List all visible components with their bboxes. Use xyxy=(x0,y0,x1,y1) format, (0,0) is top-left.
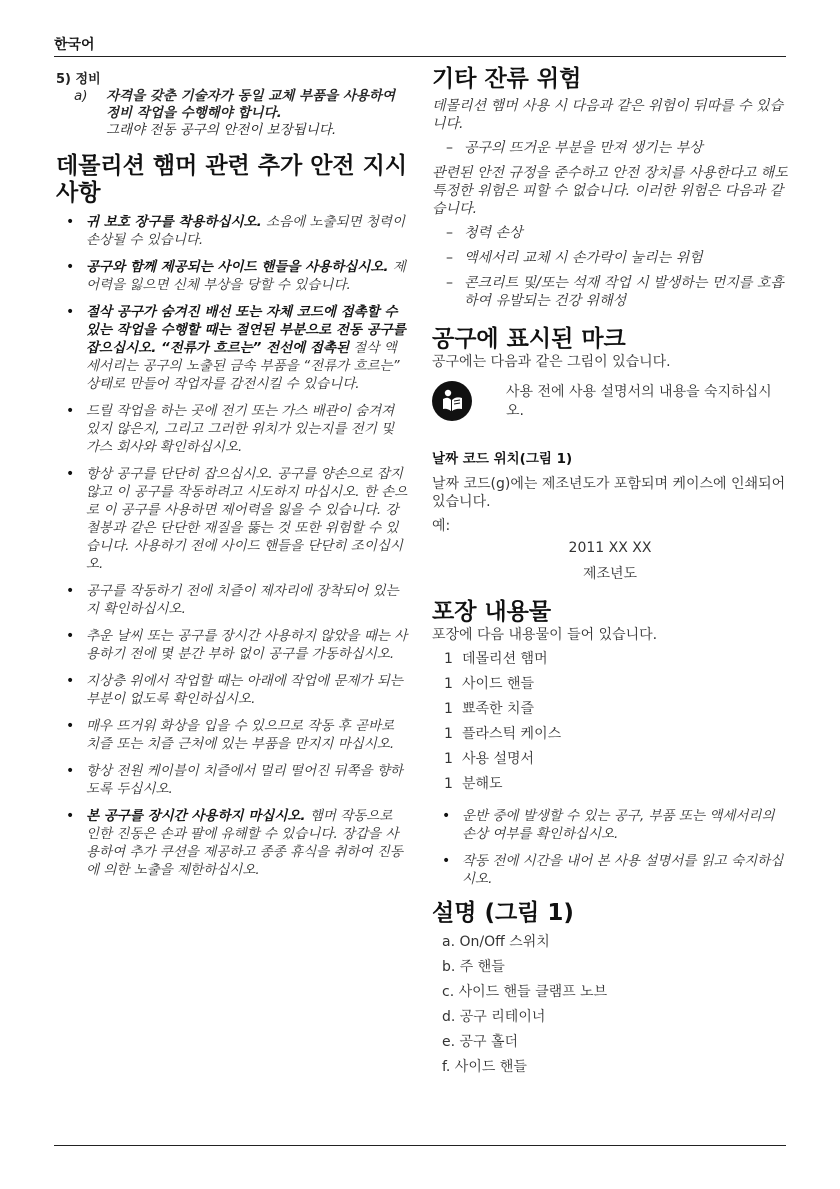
list-item: • 본 공구를 장시간 사용하지 마십시오. 햄머 작동으로 인한 진동은 손과 팔에 유해할 수 있습니다. 장갑을 사용하여 추가 쿠션을 제공하고 종종 휴식을 취하여 진동에 의한 노출을 제한하십시오. xyxy=(66,808,403,878)
language-header: 한국어 xyxy=(54,37,95,53)
package-intro: 포장에 다음 내용물이 들어 있습니다. xyxy=(432,627,658,643)
list-item: c. 사이드 핸들 클램프 노브 xyxy=(442,984,608,1000)
residual-list-1 xyxy=(432,139,788,157)
list-item: • 공구를 작동하기 전에 치즐이 제자리에 장착되어 있는지 확인하십시오. xyxy=(66,583,399,617)
item-a-text: 그래야 전동 공구의 안전이 보장됩니다. xyxy=(106,122,337,138)
date-code-heading: 날짜 코드 위치(그림 1) xyxy=(432,451,573,467)
safety-heading: 데몰리션 햄머 관련 추가 안전 지시 사항 xyxy=(56,153,408,206)
maintenance-item-a xyxy=(56,88,408,139)
list-item: • 작동 전에 시간을 내어 본 사용 설명서를 읽고 숙지하십시오. xyxy=(442,853,784,887)
list-item: • 지상층 위에서 작업할 때는 아래에 작업에 문제가 되는 부분이 없도록 확인하십시오. xyxy=(66,673,403,707)
list-item: • 공구와 함께 제공되는 사이드 핸들을 사용하십시오. 제어력을 잃으면 신체 부상을 당할 수 있습니다. xyxy=(66,259,406,293)
list-item: • 운반 중에 발생할 수 있는 공구, 부품 또는 액세서리의 손상 여부를 확인하십시오. xyxy=(442,808,775,842)
list-item: – 액세서리 교체 시 손가락이 눌리는 위험 xyxy=(446,250,703,266)
list-item: 1 분해도 xyxy=(444,776,503,792)
package-notes xyxy=(432,807,788,888)
item-a-marker: a) xyxy=(74,88,88,104)
list-item: d. 공구 리테이너 xyxy=(442,1009,546,1025)
list-item: • 드릴 작업을 하는 곳에 전기 또는 가스 배관이 숨겨져 있지 않은지, 그리고 그러한 위치가 있는지를 전기 및 가스 회사와 확인하십시오. xyxy=(66,403,395,455)
example-label: 예: xyxy=(432,518,451,534)
list-item: f. 사이드 핸들 xyxy=(442,1059,527,1075)
residual-intro: 데몰리션 햄머 사용 시 다음과 같은 위험이 뒤따를 수 있습니다. xyxy=(432,98,784,132)
list-item: • 귀 보호 장구를 착용하십시오. 소음에 노출되면 청력이 손상될 수 있습니다. xyxy=(66,214,406,248)
description-list xyxy=(432,933,788,1076)
maintenance-label: 5) 정비 xyxy=(56,72,101,87)
list-item: • 매우 뜨거워 화상을 입을 수 있으므로 작동 후 곧바로 치즐 또는 치즐 근처에 있는 부품을 만지지 마십시오. xyxy=(66,718,395,752)
list-item: – 공구의 뜨거운 부분을 만져 생기는 부상 xyxy=(446,140,703,156)
example-code: 2011 XX XX xyxy=(568,540,652,556)
manual-mark-row xyxy=(432,381,788,421)
list-item: • 항상 전원 케이블이 치즐에서 멀리 떨어진 뒤쪽을 향하도록 두십시오. xyxy=(66,763,403,797)
residual-list-2 xyxy=(432,224,788,310)
description-heading: 설명 (그림 1) xyxy=(432,900,574,926)
list-item: b. 주 핸들 xyxy=(442,959,505,975)
list-item: – 청력 손상 xyxy=(446,225,523,241)
residual-risk-heading: 기타 잔류 위험 xyxy=(432,66,582,92)
footer-divider xyxy=(54,1145,786,1146)
header-divider xyxy=(54,56,786,57)
list-item: • 항상 공구를 단단히 잡으십시오. 공구를 양손으로 잡지 않고 이 공구를 작동하려고 시도하지 마십시오. 한 손으로 이 공구를 사용하면 제어력을 잃을 수 있습니다. 강철봉과 같은 단단한 재질을 뚫는 것 또한 위험할 수 있습니다. 사용하기 전에 사이드 핸들을 단단히 조이십시오. xyxy=(66,466,408,572)
list-item: 1 사이드 핸들 xyxy=(444,676,535,692)
list-item: 1 플라스틱 케이스 xyxy=(444,726,562,742)
list-item: • 절삭 공구가 숨겨진 배선 또는 자체 코드에 접촉할 수 있는 작업을 수행할 때는 절연된 부분으로 전동 공구를 잡으십시오. “전류가 흐르는” 전선에 접촉된 절삭 액세서리는 공구의 노출된 금속 부품을 “전류가 흐르는” 상태로 만들어 작업자를 감전시킬 수 있습니다. xyxy=(66,304,406,392)
list-item: 1 뾰족한 치즐 xyxy=(444,701,535,717)
safety-list xyxy=(56,213,408,879)
list-item: – 콘크리트 및/또는 석재 작업 시 발생하는 먼지를 호흡하여 유발되는 건강 위해성 xyxy=(446,275,784,309)
date-code-text: 날짜 코드(g)에는 제조년도가 포함되며 케이스에 인쇄되어 있습니다. xyxy=(432,476,786,510)
read-manual-icon xyxy=(432,381,472,421)
item-a-bold: 자격을 갖춘 기술자가 동일 교체 부품을 사용하여 정비 작업을 수행해야 합니다. xyxy=(106,88,396,121)
list-item: 1 사용 설명서 xyxy=(444,751,535,767)
list-item: • 추운 날씨 또는 공구를 장시간 사용하지 않았을 때는 사용하기 전에 몇 분간 부하 없이 공구를 가동하십시오. xyxy=(66,628,408,662)
list-item: e. 공구 홀더 xyxy=(442,1034,519,1050)
package-heading: 포장 내용물 xyxy=(432,599,552,625)
tool-marks-heading: 공구에 표시된 마크 xyxy=(432,326,626,352)
package-list xyxy=(432,650,788,793)
manual-mark-text: 사용 전에 사용 설명서의 내용을 숙지하십시오. xyxy=(506,384,772,419)
list-item: 1 데몰리션 햄머 xyxy=(444,651,548,667)
list-item: a. On/Off 스위치 xyxy=(442,934,550,950)
tool-marks-intro: 공구에는 다음과 같은 그림이 있습니다. xyxy=(432,354,671,370)
right-column xyxy=(432,66,788,1083)
example-year: 제조년도 xyxy=(582,566,638,582)
residual-middle: 관련된 안전 규정을 준수하고 안전 장치를 사용한다고 해도 특정한 위험은 피할 수 없습니다. 이러한 위험은 다음과 같습니다. xyxy=(432,165,788,217)
left-column xyxy=(56,66,408,888)
